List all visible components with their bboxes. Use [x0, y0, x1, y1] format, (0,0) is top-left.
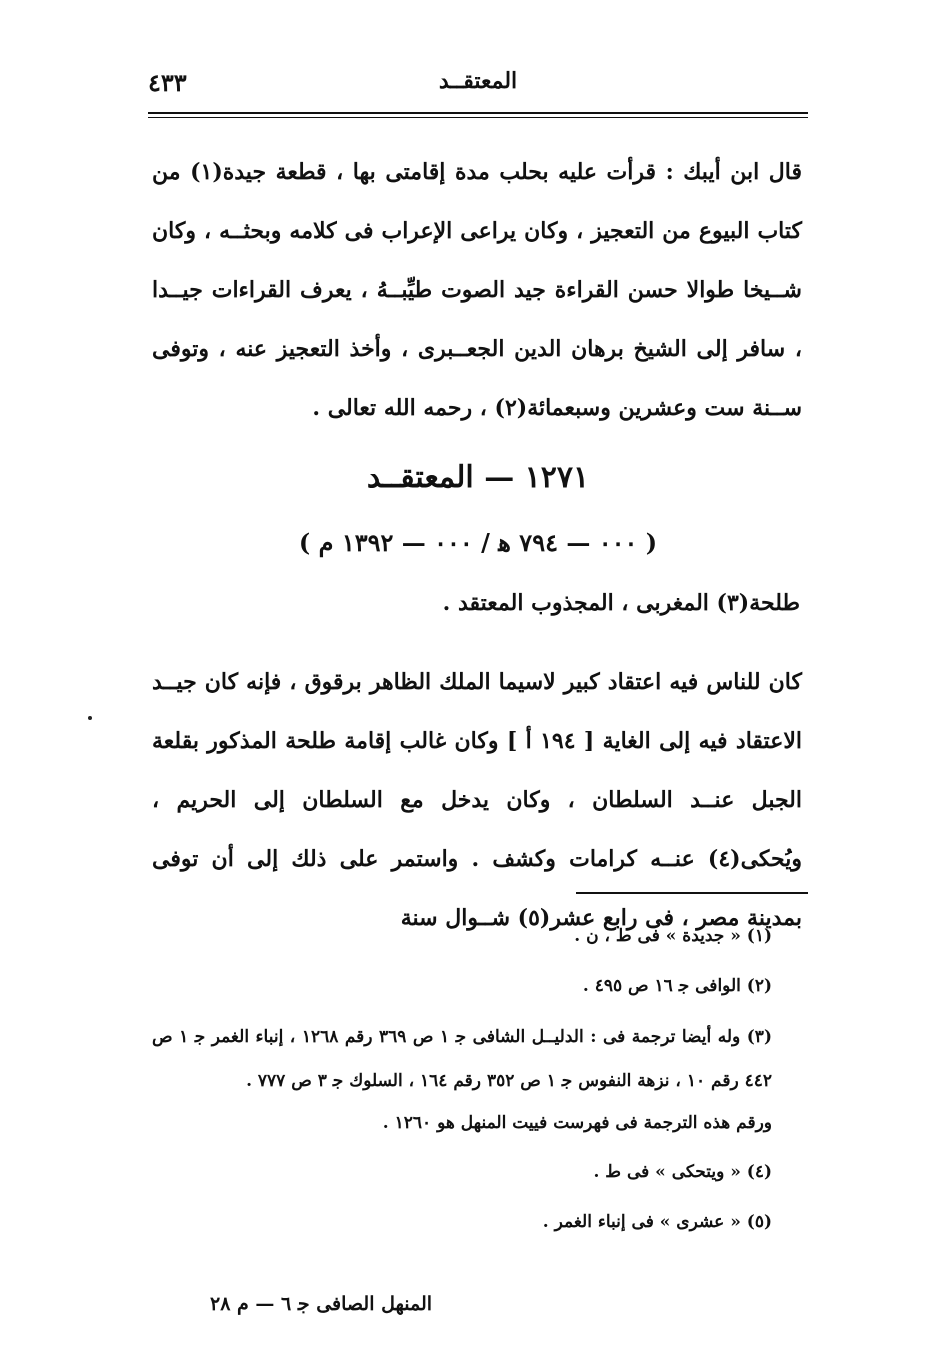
entry-name: طلحة(٣) المغربى ، المجذوب المعتقد .	[442, 590, 800, 616]
header-rule	[148, 112, 808, 114]
folio-signature: المنهل الصافى ﺟ ٦ — م ٢٨	[210, 1293, 433, 1315]
footnote-2: (٢) الوافى ﺟ ١٦ ص ٤٩٥ .	[582, 976, 772, 996]
entry-heading: ١٢٧١ — المعتقــد	[366, 460, 590, 495]
footnote-3: (٣) وله أيضا ترجمة فى : الدليــل الشافى ﺟ ١ ص ٣٦٩ رقم ١٢٦٨ ، إنباء الغمر ﺟ ١ ص ٤٤٢ رقم ١٠ ، نزهة النفوس ﺟ ١ ص ٣٥٢ رقم ١٦٤ ، السلوك ﺟ ٣ ص ٧٧٧ .	[152, 1027, 772, 1091]
footnotes	[152, 915, 802, 1251]
footnote-4: (٤) « ويتحكى » فى ط .	[593, 1162, 772, 1182]
header-rule-thin	[148, 117, 808, 118]
entry-dates: ( ٠٠٠ — ٧٩٤ ﻫ / ٠٠٠ — ١٣٩٢ م )	[298, 528, 658, 557]
running-title: المعتقــد	[438, 68, 518, 94]
paragraph-entry-body: كان للناس فيه اعتقاد كبير لاسيما الملك الظاهر برقوق ، فإنه كان جيــد الاعتقاد فيه إلى الغاية [ ١٩٤ أ ] وكان غالب إقامة طلحة المذكور بقلعة الجبل عنــد السلطان ، وكان يدخل مع السلطان إلى الحريم ، ويُحكى(٤) عنــه كرامات وكشف . واستمر على ذلك إلى أن توفى بمدينة مصر ، فى رابع عشر(٥) شــوال سنة	[152, 669, 802, 931]
footnote-5: (٥) « عشرى » فى إنباء الغمر .	[542, 1212, 772, 1232]
footnote-3-continuation: ورقم هذه الترجمة فى فهرست فييت المنهل هو ١٢٦٠ .	[382, 1113, 772, 1133]
print-speck	[88, 716, 92, 720]
page-number: ٤٣٣	[148, 68, 187, 97]
footnote-rule	[576, 892, 808, 894]
paragraph-previous-entry: قال ابن أيبك : قرأت عليه بحلب مدة إقامتى بها ، قطعة جيدة(١) من كتاب البيوع من التعجيز ، وكان يراعى الإعراب فى كلامه وبحثــه ، وكان شــيخا طوالا حسن القراءة جيد الصوت طيِّبــهُ ، يعرف القراءات جيــدا ، سافر إلى الشيخ برهان الدين الجعــبرى ، وأخذ التعجيز عنه ، وتوفى ســنة ست وعشرين وسبعمائة(٢) ، رحمه الله تعالى .	[152, 159, 802, 421]
footnote-1: (١) « جديدة » فى ط ، ن .	[574, 926, 772, 946]
running-header	[148, 66, 808, 106]
